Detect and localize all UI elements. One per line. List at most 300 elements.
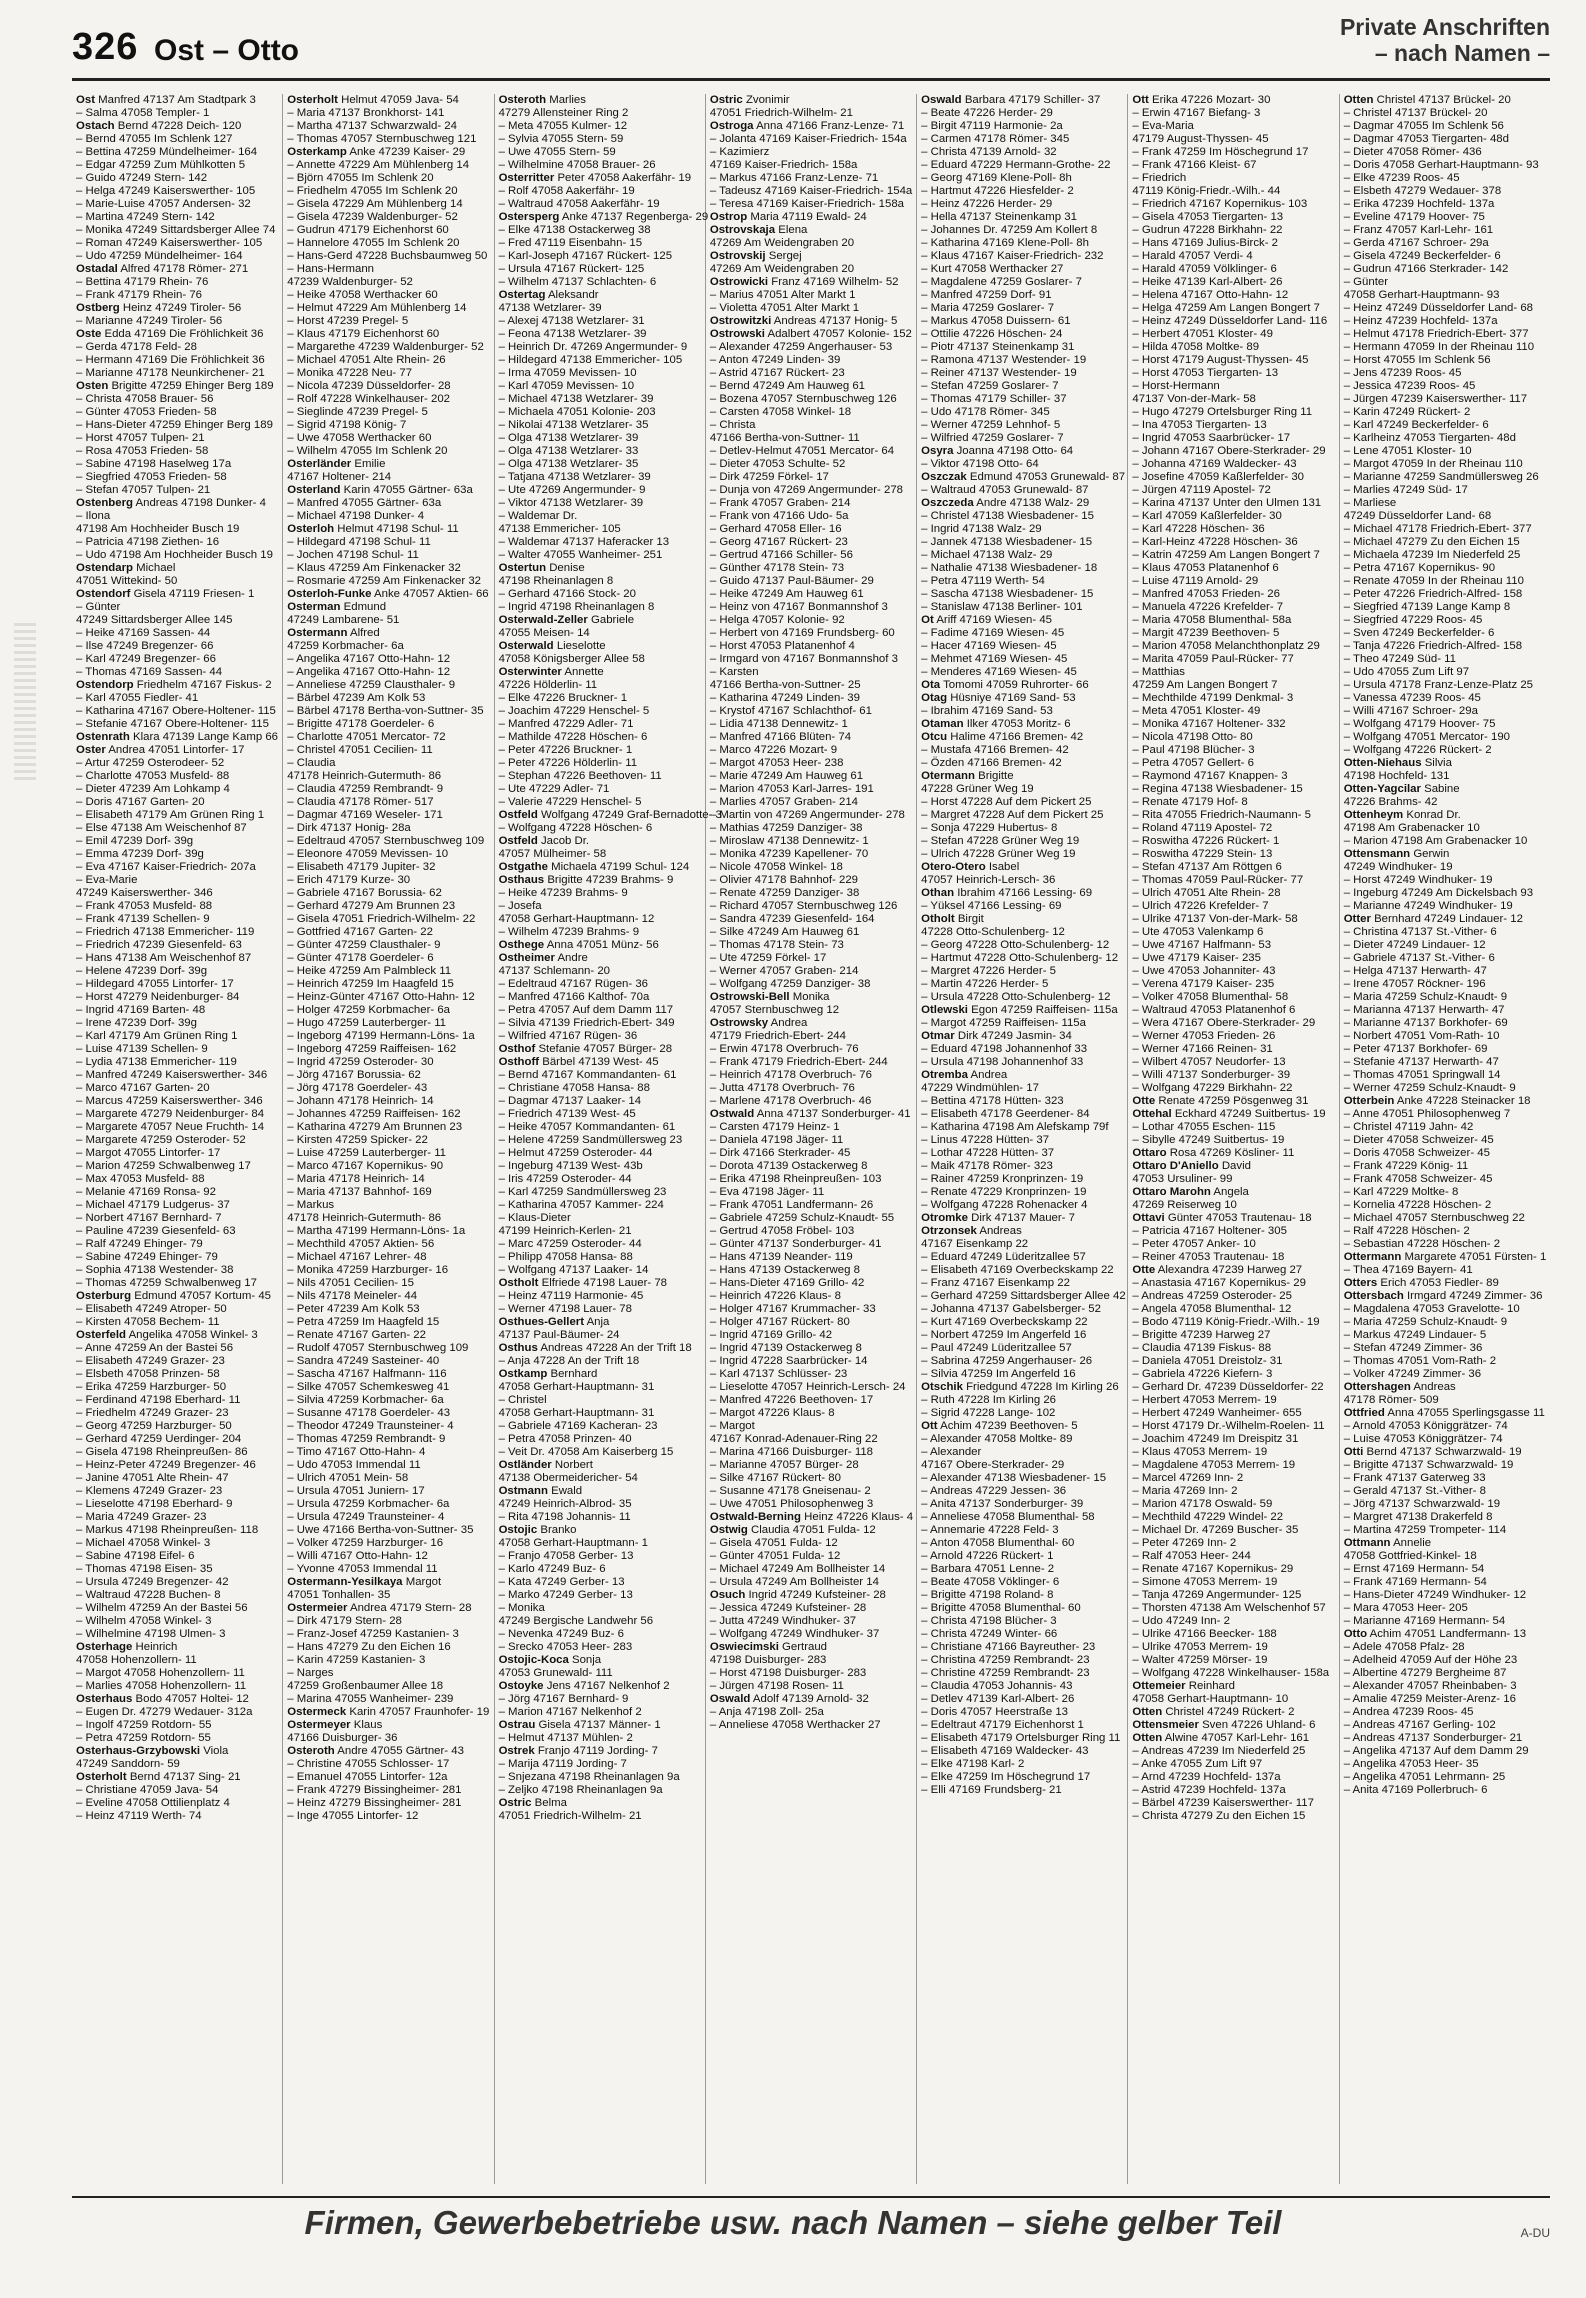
entry-text: – Dirk 47179 Stern- 28 — [287, 1615, 402, 1627]
listing-column — [72, 94, 283, 2184]
entry-text: – Karl 47137 Schlüsser- 23 — [709, 1368, 848, 1380]
entry-text: Eckhard 47249 Suitbertus- 19 — [1174, 1108, 1326, 1120]
listing-entry — [710, 484, 912, 497]
entry-surname: Ostrek — [498, 1745, 535, 1757]
listing-entry — [499, 1719, 701, 1732]
entry-text: – Elsbeth 47058 Prinzen- 58 — [76, 1368, 220, 1380]
listing-entry — [1344, 887, 1546, 900]
entry-text: – Bodo 47119 König-Friedr.-Wilh.- 19 — [1132, 1316, 1320, 1328]
entry-text: – Piotr 47137 Steinenkamp 31 — [921, 341, 1075, 353]
listing-entry — [1132, 1251, 1334, 1264]
entry-surname: Ottfried — [1343, 1407, 1385, 1419]
listing-entry — [710, 887, 912, 900]
entry-text: – Dieter 47058 Römer- 436 — [1343, 146, 1482, 158]
entry-text: – Theodor 47249 Traunsteiner- 4 — [287, 1420, 454, 1432]
entry-text: – Tatjana 47138 Wetzlarer- 39 — [498, 471, 651, 483]
entry-text: – Gabriele 47169 Kacheran- 23 — [498, 1420, 658, 1432]
listing-entry — [287, 263, 489, 276]
entry-text: – Gerhard 47058 Eller- 16 — [709, 523, 842, 535]
listing-entry — [1132, 237, 1334, 250]
listing-entry — [76, 965, 278, 978]
entry-text: 47166 Bertha-von-Suttner- 11 — [709, 432, 860, 444]
entry-text: – Bärbel 47239 Kaiserswerther- 117 — [1132, 1797, 1314, 1809]
listing-entry — [921, 1654, 1123, 1667]
entry-text: – Karl-Heinz 47228 Höschen- 36 — [1132, 536, 1298, 548]
entry-text: – Angelika 47167 Otto-Hahn- 12 — [287, 653, 451, 665]
entry-text: Irmgard 47249 Zimmer- 36 — [1407, 1290, 1543, 1302]
entry-text: – Barbara 47051 Lenne- 2 — [921, 1563, 1055, 1575]
listing-entry — [76, 666, 278, 679]
listing-entry — [1132, 159, 1334, 172]
entry-text: Viola — [203, 1745, 229, 1757]
entry-text: – Silvia 47259 Im Angerfeld 16 — [921, 1368, 1076, 1380]
listing-entry — [921, 848, 1123, 861]
entry-text: – Marlene 47178 Overbruch- 46 — [709, 1095, 872, 1107]
listing-entry — [1132, 1641, 1334, 1654]
entry-text: – Thomas 47259 Schwalbenweg 17 — [76, 1277, 257, 1289]
listing-entry — [287, 1797, 489, 1810]
entry-text: Norbert — [554, 1459, 593, 1471]
entry-surname: Oswald — [709, 1693, 751, 1705]
listing-entry — [287, 1667, 489, 1680]
listing-entry — [921, 705, 1123, 718]
entry-text: – Pauline 47239 Giesenfeld- 63 — [76, 1225, 236, 1237]
listing-entry — [921, 198, 1123, 211]
listing-entry — [921, 107, 1123, 120]
entry-text: – Michael 47057 Sternbuschweg 22 — [1343, 1212, 1525, 1224]
listing-entry — [76, 692, 278, 705]
entry-text: – Michael 47138 Walz- 29 — [921, 549, 1053, 561]
entry-text: Renate 47259 Pösgenweg 31 — [1158, 1095, 1309, 1107]
listing-entry — [76, 484, 278, 497]
listing-entry — [76, 588, 278, 601]
listing-entry — [287, 406, 489, 419]
entry-text: – Marius 47051 Alter Markt 1 — [709, 289, 856, 301]
entry-text: – Norbert 47051 Vom-Rath- 10 — [1343, 1030, 1500, 1042]
listing-entry — [921, 1316, 1123, 1329]
entry-text: – Wolfgang 47228 Rohenacker 4 — [921, 1199, 1088, 1211]
listing-entry — [921, 1147, 1123, 1160]
listing-entry — [1132, 1745, 1334, 1758]
entry-surname: Ostberg — [76, 302, 120, 314]
listing-entry — [499, 1199, 701, 1212]
entry-text: – Salma 47058 Templer- 1 — [76, 107, 210, 119]
listing-entry — [710, 1225, 912, 1238]
entry-text: – Stefan 47137 Am Röttgen 6 — [1132, 861, 1282, 873]
entry-text: – Monika 47259 Harzburger- 16 — [287, 1264, 449, 1276]
listing-entry — [499, 822, 701, 835]
listing-entry — [76, 146, 278, 159]
entry-text: – Margot 47059 In der Rheinau 110 — [1343, 458, 1523, 470]
entry-surname: Ostrowsky — [709, 1017, 769, 1029]
entry-text: Ingrid 47249 Kufsteiner- 28 — [748, 1589, 886, 1601]
entry-text: – Sabine 47198 Haselweg 17a — [76, 458, 232, 470]
entry-text: – Hans 47169 Julius-Birck- 2 — [1132, 237, 1279, 249]
entry-text: 47057 Sternbuschweg 12 — [709, 1004, 840, 1016]
entry-text: – Thomas 47051 Vom-Rath- 2 — [1343, 1355, 1497, 1367]
listing-entry — [921, 237, 1123, 250]
entry-text: – Jochen 47198 Schul- 11 — [287, 549, 419, 561]
entry-surname: Ostermeck — [287, 1706, 347, 1718]
listing-entry — [1132, 250, 1334, 263]
entry-text: – Alexej 47138 Wetzlarer- 31 — [498, 315, 645, 327]
entry-text: 47167 Eisenkamp 22 — [921, 1238, 1029, 1250]
listing-entry — [710, 796, 912, 809]
listing-entry — [76, 1160, 278, 1173]
entry-text: – Wilhelm 47137 Schlachten- 6 — [498, 276, 657, 288]
entry-text: – Hans-Dieter 47259 Ehinger Berg 189 — [76, 419, 273, 431]
listing-entry — [499, 1537, 701, 1550]
entry-text: – Elke 47226 Bruckner- 1 — [498, 692, 628, 704]
entry-text: – Eduard 47198 Johannenhof 33 — [921, 1043, 1088, 1055]
entry-text: 47226 Brahms- 42 — [1343, 796, 1438, 808]
entry-text: – Jessica 47249 Kufsteiner- 28 — [709, 1602, 867, 1614]
listing-entry — [710, 1355, 912, 1368]
entry-surname: Ottershagen — [1343, 1381, 1411, 1393]
listing-entry — [1132, 770, 1334, 783]
listing-entry — [76, 1433, 278, 1446]
entry-text: – Andreas 47239 Im Niederfeld 25 — [1132, 1745, 1306, 1757]
entry-text: – Holger 47167 Krummacher- 33 — [709, 1303, 876, 1315]
listing-entry — [499, 146, 701, 159]
listing-entry — [287, 1693, 489, 1706]
entry-text: – Markus 47166 Franz-Lenze- 71 — [709, 172, 879, 184]
entry-text: – Elke 47138 Ostackerweg 38 — [498, 224, 651, 236]
listing-entry — [1132, 1719, 1334, 1732]
entry-text: Anke 47057 Aktien- 66 — [374, 588, 489, 600]
listing-entry — [1132, 991, 1334, 1004]
entry-text: – Wolfgang 47249 Windhuker- 37 — [709, 1628, 880, 1640]
entry-text: Karin 47055 Gärtner- 63a — [343, 484, 473, 496]
listing-entry — [1344, 549, 1546, 562]
entry-text: – Ursula 47228 Otto-Schulenberg- 12 — [921, 991, 1111, 1003]
listing-entry — [76, 159, 278, 172]
entry-text: – Ferdinand 47198 Eberhard- 11 — [76, 1394, 241, 1406]
listing-entry — [499, 406, 701, 419]
listing-entry — [921, 1680, 1123, 1693]
entry-text: Konrad Dr. — [1406, 809, 1461, 821]
entry-text: – Christiane 47058 Hansa- 88 — [498, 1082, 650, 1094]
entry-text: 47198 Duisburger- 283 — [709, 1654, 827, 1666]
listing-entry — [1344, 94, 1546, 107]
entry-text: – Heinz 47279 Bissingheimer- 281 — [287, 1797, 462, 1809]
listing-entry — [499, 328, 701, 341]
entry-text: 47053 Grunewald- 111 — [498, 1667, 613, 1679]
entry-text: – Joachim 47229 Henschel- 5 — [498, 705, 650, 717]
entry-text: – Astrid 47239 Hochfeld- 137a — [1132, 1784, 1286, 1796]
entry-text: 47229 Windmühlen- 17 — [921, 1082, 1039, 1094]
entry-text: – Sebastian 47228 Höschen- 2 — [1343, 1238, 1501, 1250]
listing-entry — [1132, 406, 1334, 419]
entry-text: 47058 Gerhart-Hauptmann- 93 — [1343, 289, 1500, 301]
listing-entry — [76, 1394, 278, 1407]
listing-entry — [76, 679, 278, 692]
entry-text: – Anastasia 47167 Kopernikus- 29 — [1132, 1277, 1306, 1289]
listing-entry — [921, 809, 1123, 822]
entry-text: – Johann 47178 Heinrich- 14 — [287, 1095, 434, 1107]
listing-entry — [287, 354, 489, 367]
entry-text: – Ulrike 47166 Beecker- 188 — [1132, 1628, 1277, 1640]
listing-entry — [287, 653, 489, 666]
entry-surname: Osthues-Gellert — [498, 1316, 585, 1328]
listing-entry — [287, 1680, 489, 1693]
listing-entry — [921, 1589, 1123, 1602]
listing-entry — [76, 822, 278, 835]
listing-entry — [921, 497, 1123, 510]
entry-text: – Renate 47059 In der Rheinau 110 — [1343, 575, 1524, 587]
listing-entry — [1344, 965, 1546, 978]
entry-text: 47239 Waldenburger- 52 — [287, 276, 413, 288]
entry-text: – Marianne 47178 Neunkirchener- 21 — [76, 367, 265, 379]
listing-entry — [921, 731, 1123, 744]
entry-text: David — [1221, 1160, 1251, 1172]
listing-entry — [710, 458, 912, 471]
entry-text: – Sieglinde 47239 Pregel- 5 — [287, 406, 428, 418]
entry-surname: Osterburg — [76, 1290, 132, 1302]
listing-entry — [287, 1173, 489, 1186]
entry-text: – Dorota 47139 Ostackerweg 8 — [709, 1160, 868, 1172]
entry-surname: Otrzonsek — [921, 1225, 977, 1237]
listing-entry — [1132, 1550, 1334, 1563]
listing-entry — [921, 328, 1123, 341]
entry-text: – Emanuel 47055 Lintorfer- 12a — [287, 1771, 448, 1783]
listing-entry — [710, 1524, 912, 1537]
entry-text: – Claudia 47139 Fiskus- 88 — [1132, 1342, 1272, 1354]
listing-entry — [499, 289, 701, 302]
listing-entry — [1132, 1810, 1334, 1823]
listing-entry — [710, 406, 912, 419]
entry-text: – Yvonne 47053 Immendal 11 — [287, 1563, 438, 1575]
listing-entry — [287, 458, 489, 471]
listing-entry — [1132, 484, 1334, 497]
entry-text: – Friedhelm 47055 Im Schlenk 20 — [287, 185, 458, 197]
entry-surname: Ostersperg — [498, 211, 560, 223]
entry-text: – Frank von 47166 Udo- 5a — [709, 510, 849, 522]
listing-column — [706, 94, 917, 2184]
entry-text: – Maria 47137 Bronkhorst- 141 — [287, 107, 445, 119]
listing-entry — [499, 1342, 701, 1355]
listing-entry — [499, 94, 701, 107]
entry-surname: Ottermann — [1343, 1251, 1402, 1263]
listing-entry — [287, 1108, 489, 1121]
entry-surname: Ottaro — [1132, 1147, 1167, 1159]
entry-text: – Timo 47167 Otto-Hahn- 4 — [287, 1446, 426, 1458]
entry-text: Alwine 47057 Karl-Lehr- 161 — [1164, 1732, 1310, 1744]
listing-entry — [710, 1030, 912, 1043]
listing-entry — [287, 861, 489, 874]
entry-text: – Monika — [498, 1602, 545, 1614]
listing-entry — [287, 1706, 489, 1719]
listing-entry — [287, 1407, 489, 1420]
entry-text: 47058 Gottfried-Kinkel- 18 — [1343, 1550, 1477, 1562]
listing-entry — [1344, 1563, 1546, 1576]
listing-entry — [76, 1017, 278, 1030]
entry-text: 47179 Friedrich-Ebert- 244 — [709, 1030, 846, 1042]
entry-text: – Norbert 47167 Bernhard- 7 — [76, 1212, 222, 1224]
entry-surname: Ostendorf — [76, 588, 131, 600]
listing-entry — [287, 900, 489, 913]
listing-entry — [76, 315, 278, 328]
listing-entry — [921, 1771, 1123, 1784]
entry-text: 47055 Meisen- 14 — [498, 627, 590, 639]
entry-text: – Gabriele 47259 Schulz-Knaudt- 55 — [709, 1212, 895, 1224]
listing-entry — [921, 1615, 1123, 1628]
listing-entry — [287, 614, 489, 627]
entry-text: Marlies — [549, 94, 586, 106]
listing-entry — [1132, 133, 1334, 146]
entry-text: – Margret 47226 Herder- 5 — [921, 965, 1056, 977]
listing-entry — [921, 978, 1123, 991]
entry-surname: Ostertun — [498, 562, 547, 574]
entry-text: – Waldemar Dr. — [498, 510, 578, 522]
listing-entry — [287, 419, 489, 432]
listing-entry — [76, 458, 278, 471]
entry-text: – Karl 47179 Am Grünen Ring 1 — [76, 1030, 238, 1042]
listing-entry — [1344, 640, 1546, 653]
entry-text: – Regina 47138 Wiesbadener- 15 — [1132, 783, 1303, 795]
entry-text: – Birgit 47119 Harmonie- 2a — [921, 120, 1063, 132]
listing-entry — [921, 679, 1123, 692]
entry-text: – Nicola 47239 Düsseldorfer- 28 — [287, 380, 451, 392]
entry-text: Margarete 47051 Fürsten- 1 — [1404, 1251, 1547, 1263]
entry-text: – Marcus 47259 Kaiserswerther- 346 — [76, 1095, 263, 1107]
entry-text: Brigitte — [978, 770, 1014, 782]
listing-entry — [287, 172, 489, 185]
listing-entry — [287, 1459, 489, 1472]
listing-entry — [76, 263, 278, 276]
entry-text: – Gabriele 47167 Borussia- 62 — [287, 887, 442, 899]
listing-entry — [1132, 1407, 1334, 1420]
entry-text: – Lothar 47228 Hütten- 37 — [921, 1147, 1055, 1159]
listing-entry — [710, 1329, 912, 1342]
listing-entry — [710, 1316, 912, 1329]
listing-entry — [921, 94, 1123, 107]
listing-entry — [1344, 783, 1546, 796]
entry-text: – Frank 47057 Graben- 214 — [709, 497, 851, 509]
entry-text: – Reiner 47137 Westender- 19 — [921, 367, 1077, 379]
entry-text: Reinhard — [1188, 1680, 1235, 1692]
listing-entry — [287, 250, 489, 263]
listing-entry — [76, 1693, 278, 1706]
listing-entry — [76, 1446, 278, 1459]
entry-text: – Markus 47249 Lindauer- 5 — [1343, 1329, 1487, 1341]
entry-text: – Friedrich 47138 Emmericher- 119 — [76, 926, 255, 938]
listing-entry — [499, 965, 701, 978]
entry-surname: Osyra — [921, 445, 954, 457]
listing-entry — [1132, 731, 1334, 744]
entry-text: 47269 Am Weidengraben 20 — [709, 263, 855, 275]
listing-entry — [710, 445, 912, 458]
entry-surname: Osterkamp — [287, 146, 347, 158]
entry-text: Friedhelm 47167 Fiskus- 2 — [136, 679, 272, 691]
entry-text: 47179 August-Thyssen- 45 — [1132, 133, 1269, 145]
entry-text: 47137 Von-der-Mark- 58 — [1132, 393, 1256, 405]
entry-text: – Renate 47167 Kopernikus- 29 — [1132, 1563, 1294, 1575]
listing-entry — [499, 1368, 701, 1381]
entry-text: – Heike 47057 Kommandanten- 61 — [498, 1121, 676, 1133]
listing-entry — [287, 1719, 489, 1732]
entry-text: Ibrahim 47166 Lessing- 69 — [957, 887, 1093, 899]
entry-text: – Erika 47239 Hochfeld- 137a — [1343, 198, 1495, 210]
entry-text: – Rainer 47259 Kronprinzen- 19 — [921, 1173, 1084, 1185]
entry-text: 47138 Emmericher- 105 — [498, 523, 621, 535]
entry-surname: Ota — [921, 679, 941, 691]
entry-text: – Erich 47179 Kurze- 30 — [287, 874, 411, 886]
entry-text: – Klaus 47167 Kaiser-Friedrich- 232 — [921, 250, 1104, 262]
entry-text: – Eva 47198 Jäger- 11 — [709, 1186, 825, 1198]
entry-text: – Monika 47228 Neu- 77 — [287, 367, 413, 379]
listing-entry — [287, 913, 489, 926]
entry-text: – Waldemar 47137 Haferacker 13 — [498, 536, 670, 548]
listing-entry — [287, 133, 489, 146]
listing-entry — [499, 588, 701, 601]
entry-surname: Ottehal — [1132, 1108, 1172, 1120]
listing-entry — [287, 575, 489, 588]
entry-text: – Silke 47057 Schemkesweg 41 — [287, 1381, 450, 1393]
entry-text: – Wolfgang 47179 Hoover- 75 — [1343, 718, 1496, 730]
entry-text: – Werner 47259 Lehnhof- 5 — [921, 419, 1061, 431]
listing-entry — [1132, 120, 1334, 133]
listing-entry — [287, 848, 489, 861]
entry-text: – Horst 47198 Duisburger- 283 — [709, 1667, 867, 1679]
entry-text: – Horst-Hermann — [1132, 380, 1220, 392]
entry-text: – Narges — [287, 1667, 334, 1679]
listing-entry — [76, 237, 278, 250]
entry-text: – Gisela 47051 Friedrich-Wilhelm- 22 — [287, 913, 476, 925]
entry-text: 47167 Holtener- 214 — [287, 471, 392, 483]
entry-text: – Eva-Maria — [1132, 120, 1194, 132]
entry-text: – Gudrun 47179 Eichenhorst 60 — [287, 224, 449, 236]
entry-surname: Ostendarp — [76, 562, 133, 574]
entry-text: – Janine 47051 Alte Rhein- 47 — [76, 1472, 229, 1484]
entry-surname: Ostländer — [498, 1459, 552, 1471]
listing-entry — [499, 640, 701, 653]
listing-entry — [921, 601, 1123, 614]
entry-text: Michael — [136, 562, 176, 574]
entry-text: 47058 Gerhart-Hauptmann- 10 — [1132, 1693, 1289, 1705]
entry-text: – Luise 47053 Königgrätzer- 74 — [1343, 1433, 1503, 1445]
entry-text: – Ursula 47167 Rückert- 125 — [498, 263, 645, 275]
entry-text: – Paul 47249 Lüderitzallee 57 — [921, 1342, 1072, 1354]
entry-surname: Ostermann-Yesilkaya — [287, 1576, 403, 1588]
listing-entry — [1132, 211, 1334, 224]
entry-text: – Horst 47055 Im Schlenk 56 — [1343, 354, 1491, 366]
listing-entry — [287, 1394, 489, 1407]
entry-text: Dirk 47249 Jasmin- 34 — [957, 1030, 1072, 1042]
listing-entry — [1344, 1017, 1546, 1030]
entry-text: – Claudia 47259 Rembrandt- 9 — [287, 783, 444, 795]
entry-text: – Heinz 47119 Werth- 74 — [76, 1810, 202, 1822]
listing-entry — [498, 809, 722, 822]
listing-entry — [921, 1186, 1123, 1199]
listing-entry — [1344, 185, 1546, 198]
entry-text: – Sascha 47167 Halfmann- 116 — [287, 1368, 447, 1380]
entry-surname: Otten — [1132, 1732, 1163, 1744]
listing-entry — [1132, 1381, 1334, 1394]
listing-entry — [710, 770, 912, 783]
listing-entry — [1132, 1758, 1334, 1771]
entry-text: – Andrea 47239 Roos- 45 — [1343, 1706, 1474, 1718]
listing-entry — [1132, 848, 1334, 861]
entry-text: – Angelika 47167 Otto-Hahn- 12 — [287, 666, 451, 678]
entry-text: – Anneliese 47259 Clausthaler- 9 — [287, 679, 456, 691]
entry-text: – Manfred 47226 Beethoven- 17 — [709, 1394, 874, 1406]
entry-text: – Marc 47259 Osteroder- 44 — [498, 1238, 642, 1250]
entry-surname: Ostrop — [709, 211, 748, 223]
listing-entry — [1132, 640, 1334, 653]
listing-entry — [1344, 1459, 1546, 1472]
listing-entry — [1344, 198, 1546, 211]
